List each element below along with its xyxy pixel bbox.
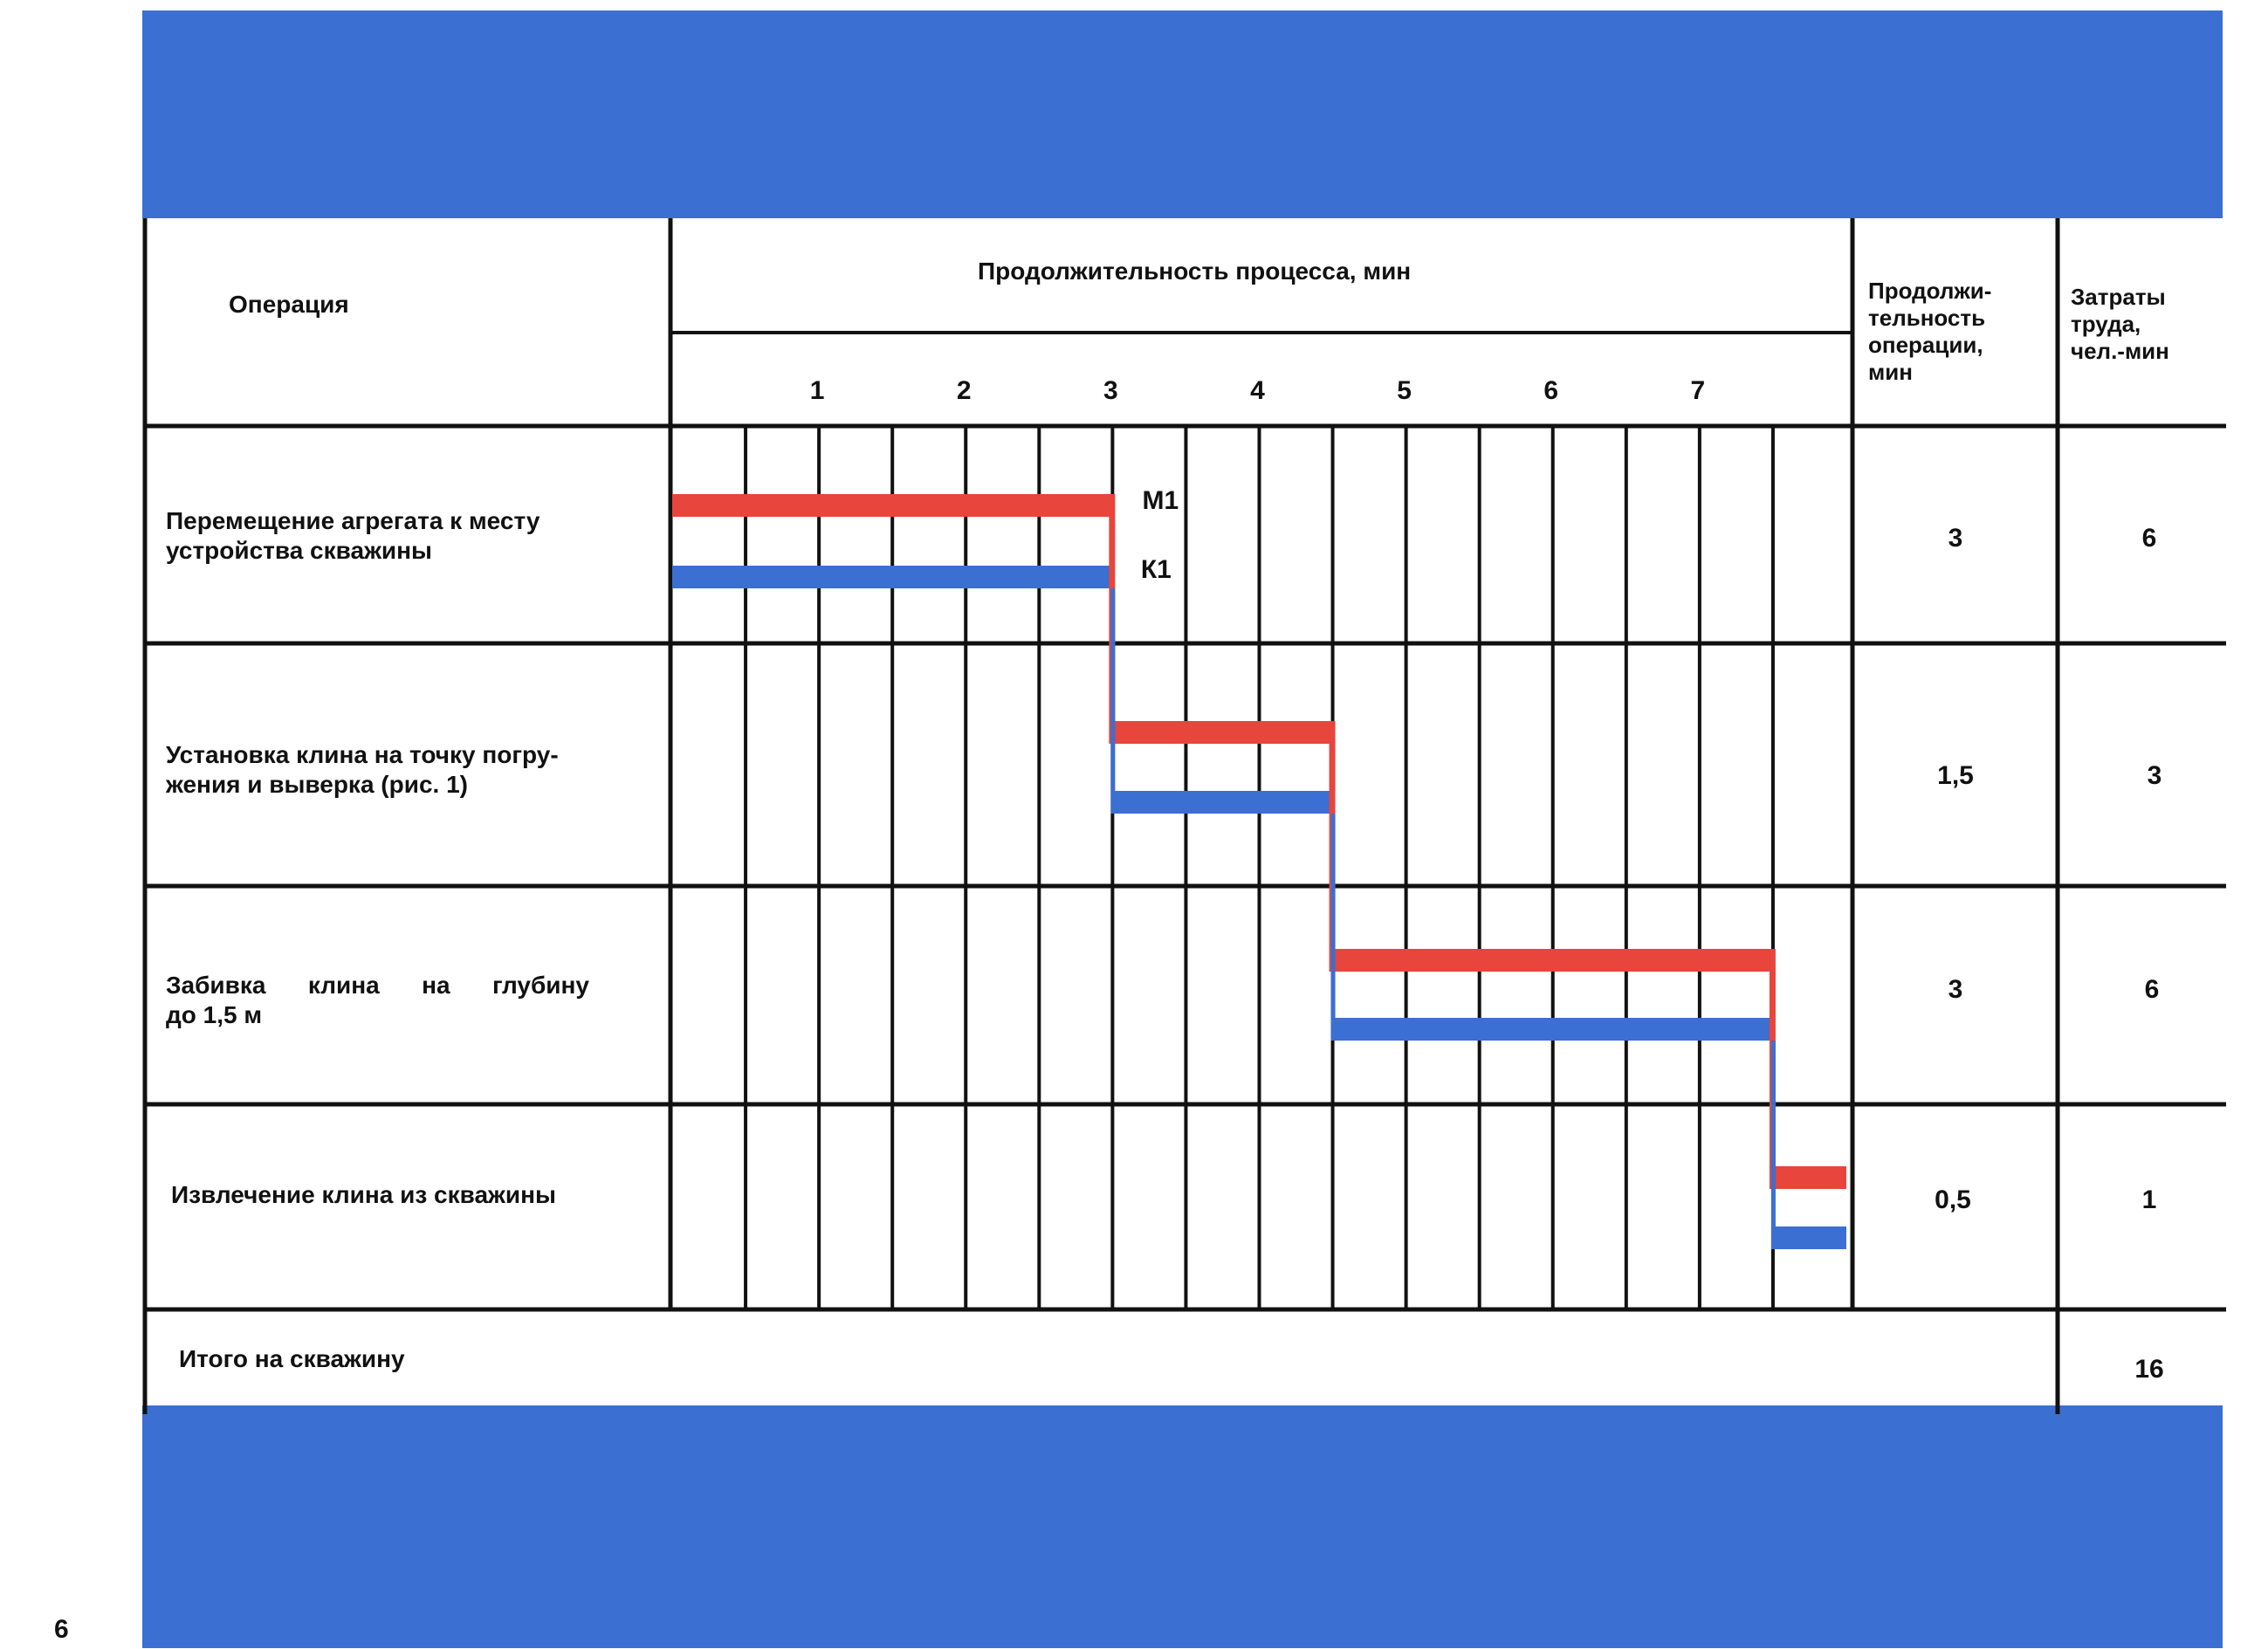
time-tick-label: 2 [956,376,972,405]
operation-line: до 1,5 м [166,1001,263,1028]
worker-connector [1771,1041,1776,1249]
header-op-duration-line: Продолжи- [1868,278,1992,304]
duration-value: 0,5 [1935,1185,1971,1214]
worker-bar [1773,1226,1846,1249]
labor-value: 6 [2144,975,2160,1004]
operation-name [171,1180,616,1210]
time-tick-label: 1 [809,376,825,405]
header-labor [2071,284,2169,365]
header-labor-line: Затраты [2071,284,2166,310]
operation-line: Перемещение агрегата к месту [166,507,540,534]
worker-connector [1110,588,1115,814]
operation-line: Забивка клина на глубину [166,972,589,999]
duration-value: 3 [1948,524,1963,553]
time-tick-label: 3 [1103,376,1118,405]
operation-line: Извлечение клина из скважины [171,1181,556,1208]
worker-label: К1 [1140,555,1172,584]
time-tick-label: 4 [1250,376,1265,405]
worker-bar [1112,791,1332,814]
mechanism-label: М1 [1142,486,1179,515]
mechanism-bar [1773,1166,1846,1189]
header-op-duration-line: тельность [1868,305,1986,331]
header-process-duration: Продолжительность процесса, мин [978,258,1412,285]
total-label: Итого на скважину [179,1345,405,1372]
total-labor-value: 16 [2134,1355,2164,1384]
time-tick-label: 7 [1690,376,1706,405]
operation-line: устройства скважины [166,537,432,564]
labor-value: 6 [2141,524,2157,553]
header-op-duration-line: мин [1868,359,1913,385]
time-tick-label: 6 [1543,376,1559,405]
duration-value: 1,5 [1937,761,1974,790]
header-labor-line: чел.-мин [2071,338,2169,364]
header-labor-line: труда, [2071,311,2141,337]
header-operation: Операция [229,291,349,318]
table-grid [145,218,2226,1414]
header-op-duration [1868,278,1991,386]
labor-value: 3 [2147,761,2162,790]
labor-value: 1 [2141,1185,2157,1214]
operation-name [166,971,589,1030]
mechanism-bar [1112,721,1332,744]
worker-bar [1333,1018,1773,1041]
header-op-duration-line: операции, [1868,332,1983,358]
operation-name [166,740,611,800]
operation-name [166,506,611,566]
worker-bar [672,566,1112,588]
duration-value: 3 [1948,975,1963,1004]
worker-connector [1331,814,1336,1041]
operation-line: Установка клина на точку погру- [166,741,559,768]
page-number: 6 [54,1615,69,1644]
mechanism-bar [1333,949,1773,972]
mechanism-bar [672,494,1112,517]
time-tick-label: 5 [1397,376,1412,405]
operation-line: жения и выверка (рис. 1) [166,771,468,798]
